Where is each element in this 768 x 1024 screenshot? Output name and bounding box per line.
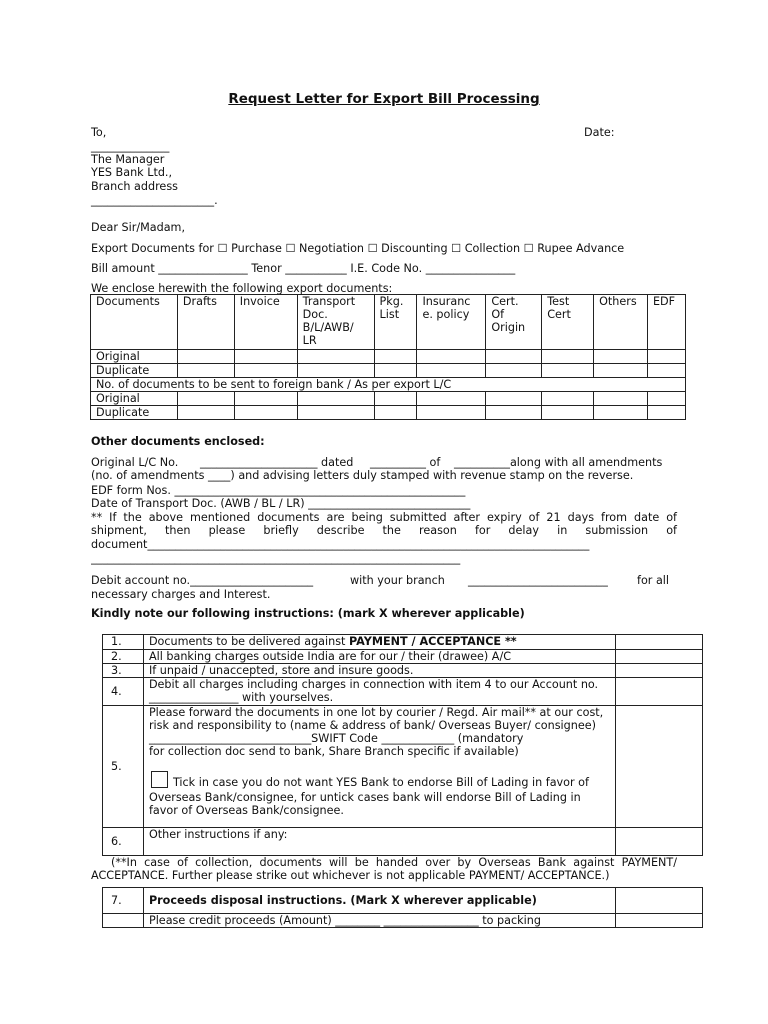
table-cell[interactable]	[234, 350, 297, 364]
enclose-line: We enclose herewith the following export documents:	[91, 282, 393, 295]
table-row	[103, 828, 703, 856]
table-cell[interactable]	[374, 350, 417, 364]
instruction-number: 5.	[103, 706, 144, 828]
date-label: Date:	[584, 126, 615, 139]
checkbox-icon[interactable]: ☐	[451, 242, 462, 255]
lc-no-label: Original L/C No.	[91, 456, 179, 469]
table-row	[91, 350, 686, 364]
instruction-text: Other instructions if any:	[143, 828, 615, 856]
option-collection: Collection	[464, 242, 521, 255]
mark-cell[interactable]	[616, 914, 703, 928]
instruction-4-line-1: Debit all charges including charges in connection with item 4 to our Account no.	[148, 678, 599, 691]
mark-cell[interactable]	[616, 678, 703, 706]
table-cell[interactable]	[542, 406, 594, 420]
table-row	[103, 914, 703, 928]
row-label-original-2: Original	[91, 392, 178, 406]
lc-amendments-blank[interactable]: __________along with all amendments	[454, 456, 663, 469]
mark-cell[interactable]	[616, 828, 703, 856]
instruction-5-line-4: for collection doc send to bank, Share Branch specific if available)	[148, 745, 519, 758]
table-cell[interactable]	[177, 406, 234, 420]
table-cell[interactable]	[417, 392, 486, 406]
instruction-5-line-6: Overseas Bank/consignee, for untick cases bank will endorse Bill of Lading in	[148, 791, 581, 804]
col-pkg-list	[374, 295, 417, 350]
debit-for-all: for all	[637, 574, 670, 587]
table-cell[interactable]	[647, 406, 685, 420]
export-docs-label: Export Documents for	[91, 242, 214, 255]
instruction-number: 4.	[103, 678, 144, 706]
table-row	[103, 678, 703, 706]
addressee-line-1: The Manager	[91, 153, 165, 166]
col-cert-origin	[486, 295, 542, 350]
col-transport	[297, 295, 374, 350]
instruction-number: 1.	[103, 635, 144, 650]
col-transport-l3: B/L/AWB/	[302, 321, 354, 334]
table-cell[interactable]	[177, 392, 234, 406]
col-pkg-l1: Pkg.	[379, 295, 404, 308]
table-header-row	[91, 295, 686, 350]
row-label-duplicate-2: Duplicate	[91, 406, 178, 420]
table-cell[interactable]	[374, 392, 417, 406]
instructions-heading: Kindly note our following instructions: (mark X wherever applicable)	[91, 607, 525, 620]
bill-amount-line[interactable]: Bill amount ________________ Tenor ___________ I.E. Code No. ________________	[91, 262, 516, 275]
col-transport-l1: Transport	[302, 295, 356, 308]
delay-line-1: ** If the above mentioned documents are being submitted after expiry of 21 days from date of	[91, 511, 677, 524]
table-cell[interactable]	[594, 392, 648, 406]
mark-cell[interactable]	[616, 706, 703, 828]
debit-account-blank[interactable]: Debit account no.______________________	[91, 574, 314, 587]
credit-amount-blank[interactable]: Please credit proceeds (Amount) ________	[148, 914, 381, 927]
table-cell[interactable]	[297, 406, 374, 420]
table-cell[interactable]	[486, 406, 542, 420]
col-cert-l3: Origin	[491, 321, 526, 334]
collection-note-1: (**In case of collection, documents will be handed over by Overseas Bank against PAYMENT/	[111, 856, 677, 869]
col-drafts: Drafts	[177, 295, 234, 350]
table-cell[interactable]	[374, 406, 417, 420]
checkbox-icon[interactable]: ☐	[285, 242, 296, 255]
col-test-l2: Cert	[547, 308, 571, 321]
documents-table	[90, 294, 686, 420]
col-cert-l1: Cert.	[491, 295, 519, 308]
col-others: Others	[594, 295, 648, 350]
export-docs-line	[91, 242, 624, 255]
debit-branch-label: with your branch	[350, 574, 445, 587]
checkbox-icon[interactable]: ☐	[523, 242, 534, 255]
table-cell[interactable]	[234, 392, 297, 406]
mark-cell[interactable]	[616, 650, 703, 664]
delay-line-2: shipment, then please briefly describe the reason for delay in submission of	[91, 524, 677, 537]
col-test-l1: Test	[547, 295, 570, 308]
table-row	[103, 664, 703, 678]
table-cell[interactable]	[486, 350, 542, 364]
option-negotiation: Negotiation	[299, 242, 365, 255]
table-cell[interactable]	[594, 364, 648, 378]
instruction-number: 7.	[103, 888, 144, 914]
table-cell[interactable]	[297, 392, 374, 406]
to-label: To,	[91, 126, 107, 139]
endorse-text: Tick in case you do not want YES Bank to endorse Bill of Lading in favor of	[172, 776, 589, 789]
table-cell[interactable]	[177, 364, 234, 378]
checkbox-icon[interactable]: ☐	[217, 242, 228, 255]
table-cell[interactable]	[542, 392, 594, 406]
col-test-cert	[542, 295, 594, 350]
table-row	[103, 635, 703, 650]
col-transport-l4: LR	[302, 334, 317, 347]
delay-reason-blank-2[interactable]: __________________________________________________________________	[91, 552, 461, 565]
transport-date-line[interactable]: Date of Transport Doc. (AWB / BL / LR) _____________________________	[91, 497, 471, 510]
table-cell[interactable]	[486, 392, 542, 406]
checkbox-icon[interactable]	[151, 771, 168, 788]
instruction-number: 3.	[103, 664, 144, 678]
payment-acceptance-bold: PAYMENT / ACCEPTANCE **	[349, 635, 517, 648]
table-cell[interactable]	[647, 364, 685, 378]
col-insurance-l1: Insuranc	[422, 295, 471, 308]
edf-form-line[interactable]: EDF form Nos. ____________________________________________________	[91, 484, 466, 497]
col-documents: Documents	[91, 295, 178, 350]
instruction-text	[143, 706, 615, 828]
lc-no-blank[interactable]: _____________________ dated	[200, 456, 354, 469]
instruction-text	[143, 678, 615, 706]
proceeds-heading: Proceeds disposal instructions. (Mark X wherever applicable)	[143, 888, 615, 914]
table-cell[interactable]	[486, 364, 542, 378]
col-insurance-l2: e. policy	[422, 308, 470, 321]
delay-reason-blank[interactable]: document_______________________________________________________________________________	[91, 538, 590, 551]
foreign-bank-row: No. of documents to be sent to foreign bank / As per export L/C	[91, 378, 686, 392]
addressee-line-2: YES Bank Ltd.,	[91, 166, 173, 179]
table-row	[91, 378, 686, 392]
amendments-line[interactable]: (no. of amendments ____) and advising letters duly stamped with revenue stamp on the reverse.	[91, 469, 634, 482]
mark-cell[interactable]	[616, 664, 703, 678]
table-cell[interactable]	[177, 350, 234, 364]
instruction-5-line-1: Please forward the documents in one lot by courier / Regd. Air mail** at our cost,	[148, 706, 604, 719]
instruction-number: 6.	[103, 828, 144, 856]
instruction-5-line-3[interactable]: _____________________________SWIFT Code _____________ (mandatory	[148, 732, 524, 745]
page-title: Request Letter for Export Bill Processing	[228, 91, 540, 107]
instruction-1-text: Documents to be delivered against	[148, 635, 349, 648]
table-row	[103, 706, 703, 828]
salutation: Dear Sir/Madam,	[91, 221, 186, 234]
col-invoice: Invoice	[234, 295, 297, 350]
endorse-line	[149, 771, 615, 789]
col-insurance	[417, 295, 486, 350]
instructions-table	[102, 634, 703, 856]
table-cell[interactable]	[594, 406, 648, 420]
table-row	[91, 392, 686, 406]
table-row	[91, 364, 686, 378]
instruction-4-line-2[interactable]: ________________ with yourselves.	[148, 691, 334, 704]
instruction-text	[143, 635, 615, 650]
col-edf: EDF	[647, 295, 685, 350]
table-cell[interactable]	[417, 406, 486, 420]
col-pkg-l2: List	[379, 308, 400, 321]
row-label-original: Original	[91, 350, 178, 364]
spacer	[149, 758, 615, 771]
col-transport-l2: Doc.	[302, 308, 328, 321]
table-cell[interactable]	[234, 406, 297, 420]
table-row	[103, 650, 703, 664]
instruction-text: All banking charges outside India are for our / their (drawee) A/C	[143, 650, 615, 664]
table-cell[interactable]	[594, 350, 648, 364]
option-discounting: Discounting	[381, 242, 448, 255]
table-cell[interactable]	[297, 364, 374, 378]
mark-cell[interactable]	[616, 888, 703, 914]
other-docs-heading: Other documents enclosed:	[91, 435, 265, 448]
table-cell[interactable]	[647, 350, 685, 364]
credit-proceeds-text[interactable]	[143, 914, 615, 928]
to-blank[interactable]: ______________	[91, 140, 170, 153]
table-cell[interactable]	[297, 350, 374, 364]
option-rupee-advance: Rupee Advance	[537, 242, 625, 255]
instruction-5-line-7: favor of Overseas Bank/consignee.	[148, 804, 344, 817]
row-label-duplicate: Duplicate	[91, 364, 178, 378]
address-blank[interactable]: ______________________.	[91, 194, 218, 207]
collection-note-2: ACCEPTANCE. Further please strike out whichever is not applicable PAYMENT/ ACCEPTANCE.)	[91, 869, 610, 882]
proceeds-table	[102, 887, 703, 928]
instruction-5-line-2: risk and responsibility to (name & address of bank/ Overseas Buyer/ consignee)	[148, 719, 596, 732]
table-row	[91, 406, 686, 420]
table-cell[interactable]	[542, 350, 594, 364]
debit-line-2: necessary charges and Interest.	[91, 588, 271, 601]
packing-blank[interactable]: _________________ to packing	[383, 914, 541, 927]
table-cell[interactable]	[374, 364, 417, 378]
table-cell	[103, 914, 144, 928]
table-row	[103, 888, 703, 914]
instruction-text: If unpaid / unaccepted, store and insure goods.	[143, 664, 615, 678]
table-cell[interactable]	[647, 392, 685, 406]
instruction-number: 2.	[103, 650, 144, 664]
debit-branch-blank[interactable]: _________________________	[468, 574, 608, 587]
checkbox-icon[interactable]: ☐	[367, 242, 378, 255]
addressee-line-3: Branch address	[91, 180, 178, 193]
table-cell[interactable]	[234, 364, 297, 378]
lc-date-blank[interactable]: __________ of	[370, 456, 441, 469]
table-cell[interactable]	[417, 350, 486, 364]
col-cert-l2: Of	[491, 308, 505, 321]
table-cell[interactable]	[417, 364, 486, 378]
mark-cell[interactable]	[616, 635, 703, 650]
option-purchase: Purchase	[231, 242, 282, 255]
table-cell[interactable]	[542, 364, 594, 378]
